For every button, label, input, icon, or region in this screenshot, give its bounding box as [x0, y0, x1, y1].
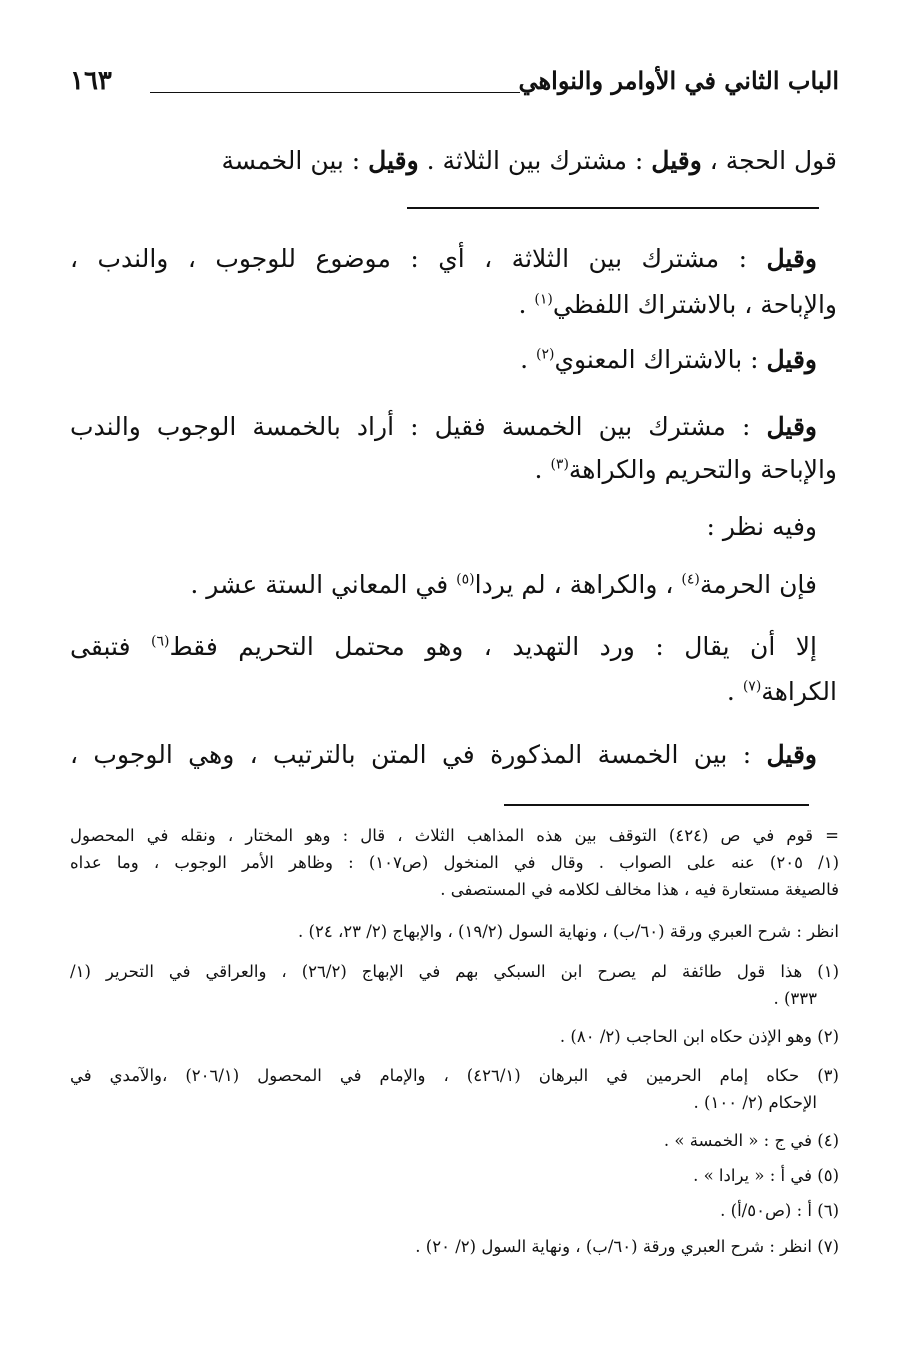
text-span: والإباحة ، بالاشتراك اللفظي: [552, 290, 837, 319]
text-span: : بالاشتراك المعنوي: [554, 345, 767, 374]
footnote-2: (٢) وهو الإذن حكاه ابن الحاجب (٢/ ٨٠) .: [559, 1027, 839, 1046]
body-line-3: [519, 290, 838, 319]
text-span: في المعاني الستة عشر .: [190, 570, 457, 599]
footnote-3-line-1: (٣) حكاه إمام الحرمين في البرهان (٤٢٦/١) ، والإمام في المحصول (٢٠٦/١) ،والآمدي في: [70, 1066, 839, 1085]
footnote-ref: (٧): [742, 678, 762, 695]
text-span: .: [518, 290, 535, 319]
body-line-6: [535, 455, 837, 484]
text-span: فإن الحرمة: [699, 570, 817, 599]
footnote-1-line-1: (١) هذا قول طائفة لم يصرح ابن السبكي بهم في الإبهاج (٢٦/٢) ، والعراقي في التحرير (١/: [70, 962, 840, 981]
text-span: : مشترك بين الخمسة فقيل : أراد بالخمسة الوجوب والندب: [70, 412, 767, 441]
keyword-qila: وقيل: [766, 345, 817, 374]
footnote-continued-line-1: = قوم في ص (٤٢٤) التوقف بين هذه المذاهب الثلاث ، قال : وهو المختار ، ونقله في المحصول: [70, 826, 839, 845]
body-line-8: [190, 570, 817, 599]
footnote-continued-line-4: انظر : شرح العبري ورقة (٦٠/ب) ، ونهاية السول (١٩/٢) ، والإبهاج (٢/ ٢٣، ٢٤) .: [298, 922, 839, 941]
footnote-separator: [504, 804, 809, 806]
page-number: ١٦٣: [70, 66, 112, 96]
text-span: إلا أن يقال : ورد التهديد ، وهو محتمل التحريم فقط: [169, 632, 817, 661]
footnote-5: (٥) في أ : « يرادا » .: [693, 1166, 839, 1185]
body-line-4: [520, 345, 817, 374]
text-span: فتبقى: [70, 632, 151, 661]
body-line-9: [70, 632, 817, 661]
body-line-10: [727, 677, 837, 706]
header-rule: [150, 92, 520, 93]
text-span: .: [726, 677, 743, 706]
keyword-qila: وقيل: [651, 146, 702, 175]
running-header-title: الباب الثاني في الأوامر والنواهي: [518, 66, 839, 95]
footnote-6: (٦) أ : (ص٥٠/أ) .: [720, 1201, 839, 1220]
text-span: : بين الخمسة: [221, 146, 369, 175]
footnote-1-line-2: ٣٣٣) .: [773, 989, 817, 1008]
body-line-2: [70, 244, 817, 273]
text-span: وفيه نظر :: [706, 512, 817, 541]
keyword-qila: وقيل: [766, 244, 817, 273]
text-span: والإباحة والتحريم والكراهة: [568, 455, 837, 484]
text-span: : مشترك بين الثلاثة ، أي : موضوع للوجوب ، والندب ،: [70, 244, 767, 273]
footnote-ref: (٣): [550, 456, 569, 473]
text-span: الكراهة: [761, 677, 837, 706]
text-span: .: [520, 345, 536, 374]
footnote-ref: (٥): [456, 571, 475, 588]
footnote-7: (٧) انظر : شرح العبري ورقة (٦٠/ب) ، ونهاية السول (٢/ ٢٠) .: [415, 1237, 839, 1256]
text-span: قول الحجة ،: [701, 146, 837, 175]
text-span: ، والكراهة ، لم يردا: [474, 570, 682, 599]
body-line-11: [70, 740, 817, 769]
keyword-qila: وقيل: [766, 412, 817, 441]
text-span: : بين الخمسة المذكورة في المتن بالترتيب ، وهي الوجوب ،: [70, 740, 767, 769]
footnote-continued-line-2: (١/ ٢٠٥) عنه على الصواب . وقال في المنخول (ص١٠٧) : وظاهر الأمر الوجوب ، وما عداه: [70, 853, 839, 872]
text-span: : مشترك بين الثلاثة .: [418, 146, 652, 175]
footnote-continued-line-3: فالصيغة مستعارة فيه ، هذا مخالف لكلامه في المستصفى .: [440, 880, 839, 899]
footnote-4: (٤) في ج : « الخمسة » .: [663, 1131, 839, 1150]
body-line-1: [222, 146, 837, 175]
body-line-7: [706, 512, 817, 541]
footnote-ref: (٢): [535, 346, 555, 363]
keyword-qila: وقيل: [766, 740, 817, 769]
keyword-qila: وقيل: [368, 146, 419, 175]
body-line-5: [70, 412, 817, 441]
text-span: .: [534, 455, 551, 484]
footnote-ref: (١): [534, 291, 553, 308]
footnote-ref: (٤): [681, 571, 700, 588]
footnote-3-line-2: الإحكام (٢/ ١٠٠) .: [693, 1093, 817, 1112]
footnote-ref: (٦): [150, 633, 170, 650]
section-rule: [407, 207, 819, 209]
